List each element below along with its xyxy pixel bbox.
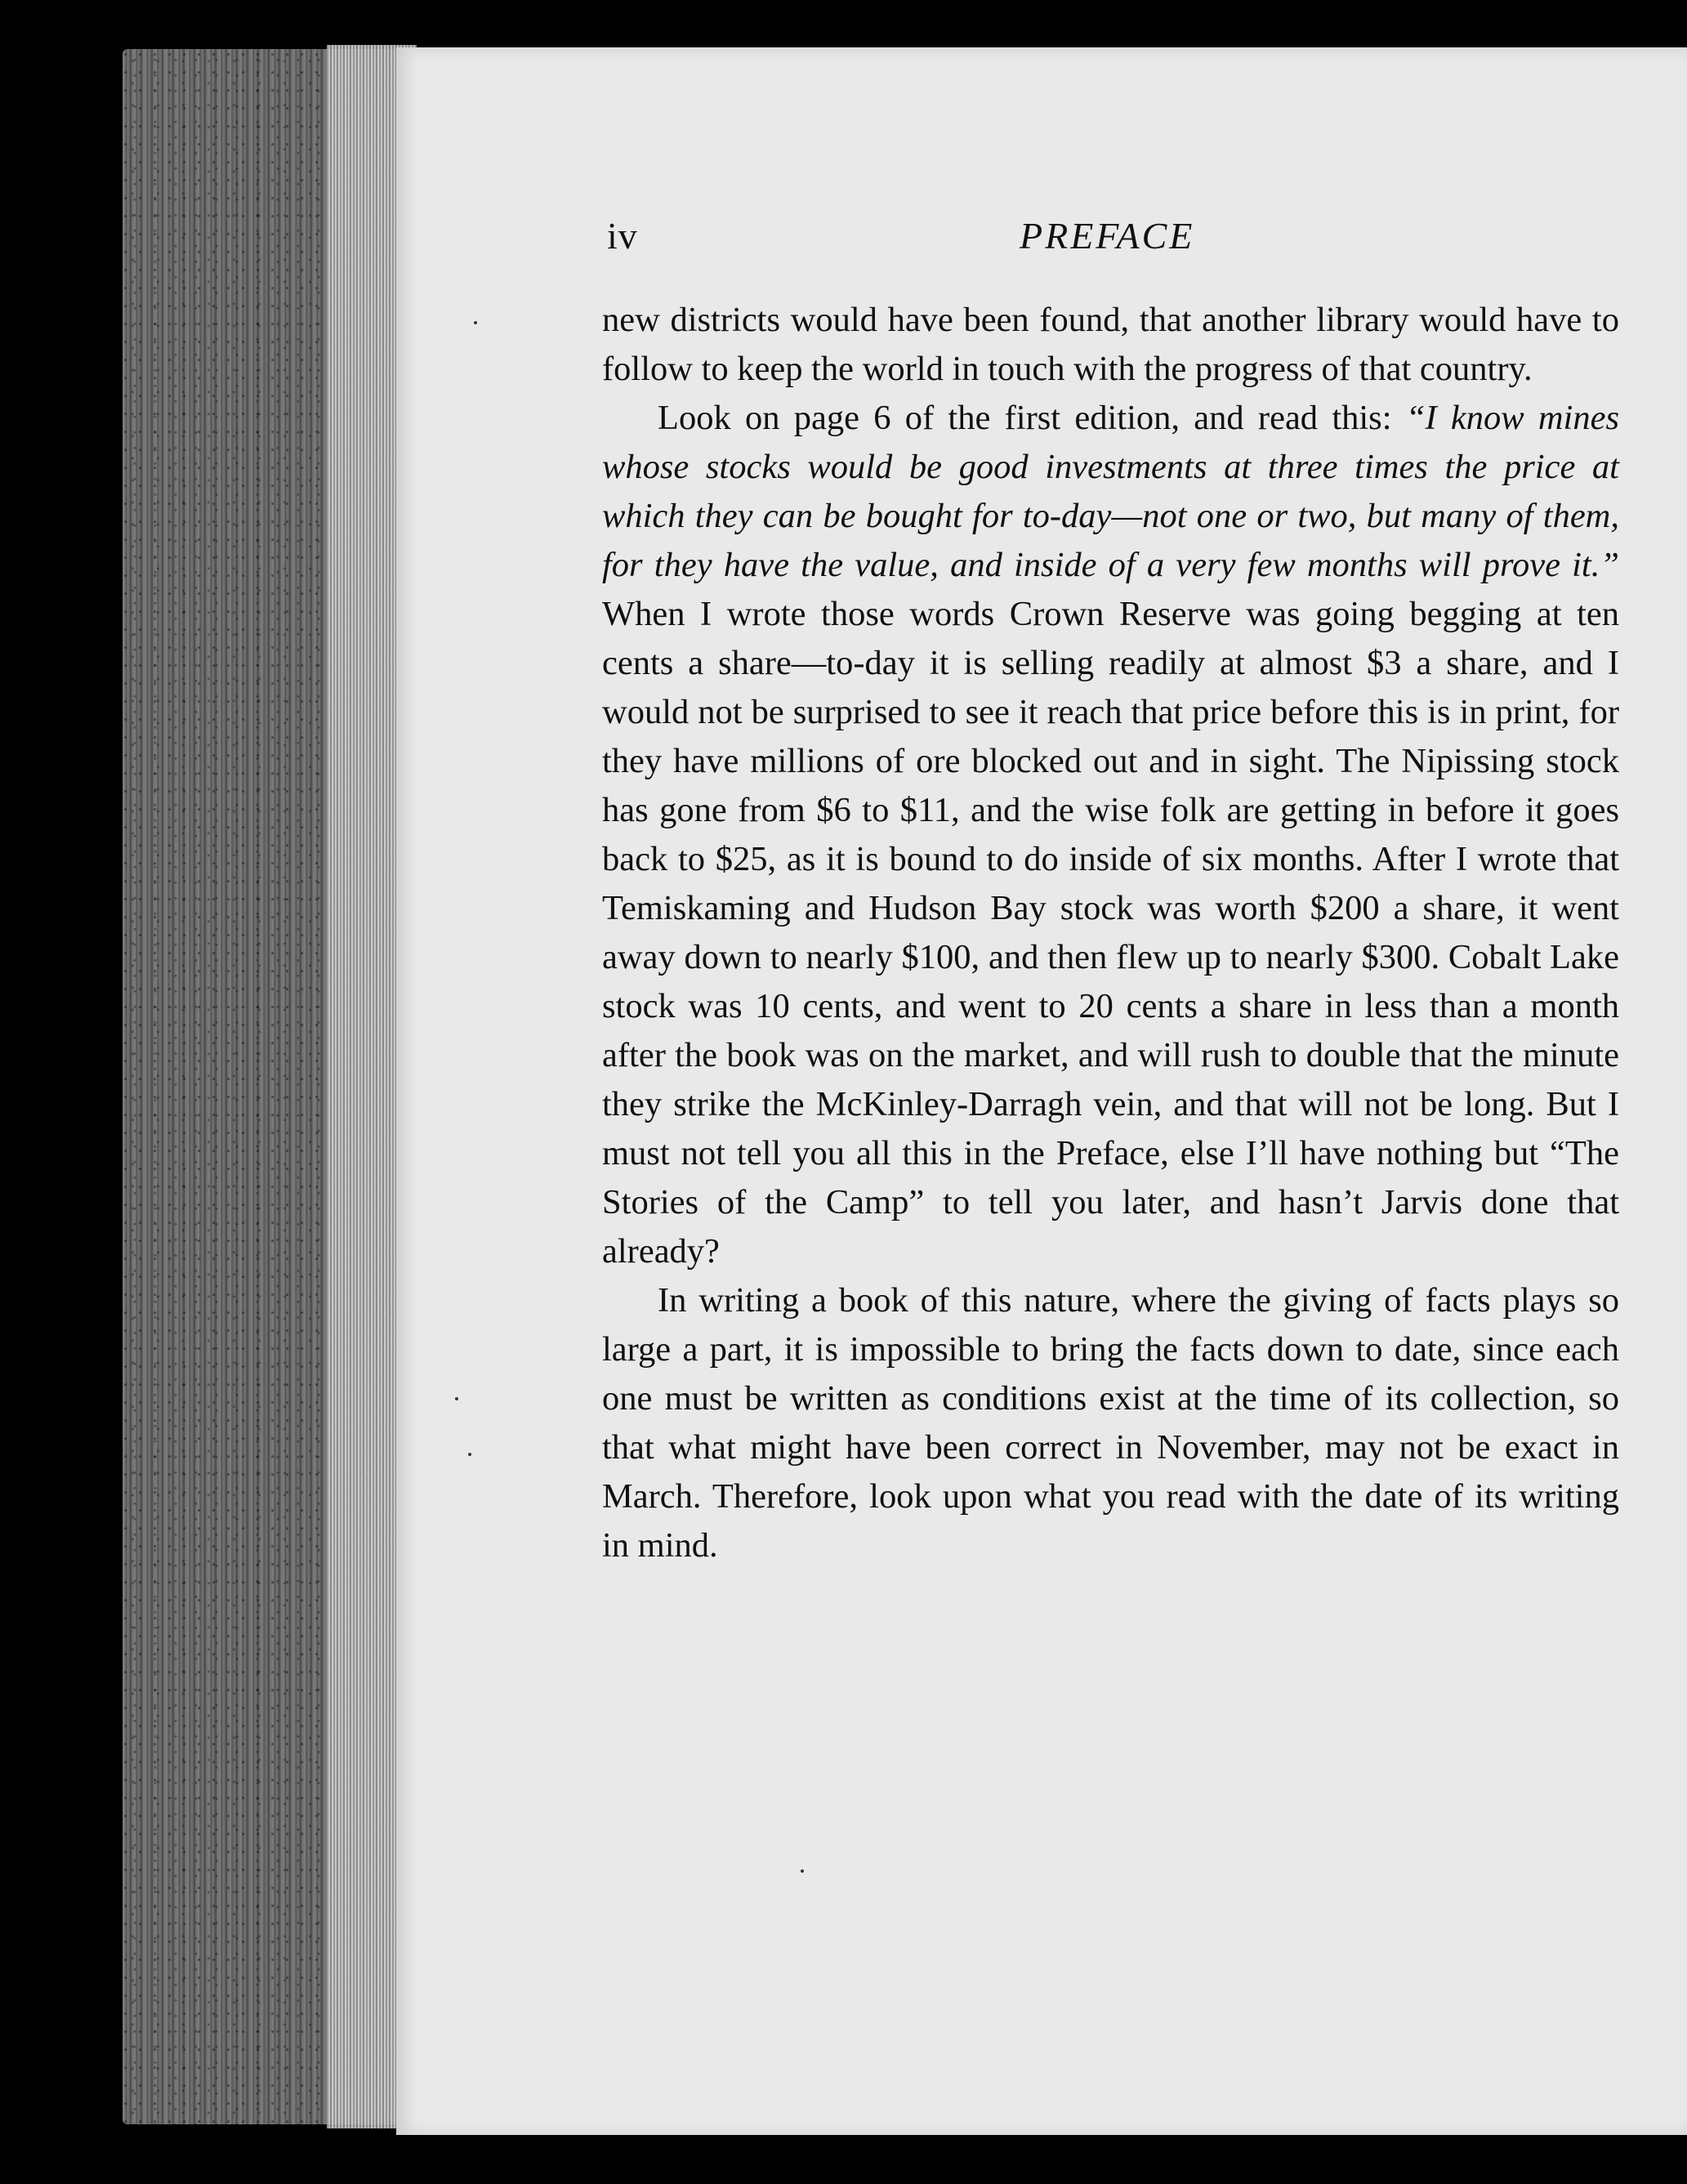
page-number: iv <box>607 215 638 257</box>
paragraph-2-lead: Look on page 6 of the first edition, and read this: <box>658 399 1406 437</box>
page-header <box>607 214 1687 271</box>
paragraph-2-rest: When I wrote those words Crown Reserve was going begging at ten cents a share—to-day it is selling readily at almost $3 a share, and I would not be surprised to see it reach that price before this is in print, for they have millions of ore blocked out and in sight. The Nipissing stock has gone from $6 to $11, and the wise folk are getting in before it goes back to $25, as it is bound to do inside of six months. After I wrote that Temiskaming and Hudson Bay stock was worth $200 a share, it went away down to nearly $100, and then flew up to nearly $300. Cobalt Lake stock was 10 cents, and went to 20 cents a share in less than a month after the book was on the market, and will rush to double that the minute they strike the McKinley-Darragh vein, and that will not be long. But I must not tell you all this in the Preface, else I’ll have nothing but “The Stories of the Camp” to tell you later, and hasn’t Jarvis done that already? <box>602 595 1619 1271</box>
page-speck <box>468 1453 471 1456</box>
paragraph-2 <box>602 394 1619 1276</box>
preface-text <box>602 296 1619 1570</box>
running-head: PREFACE <box>1020 215 1195 257</box>
paragraph-3: In writing a book of this nature, where the giving of facts plays so large a part, it is impossible to bring the facts down to date, since each one must be written as conditions exist at the time of its collection, so that what might have been correct in November, may not be exact in March. Therefore, look upon what you read with the date of its writing in mind. <box>602 1281 1619 1565</box>
paragraph-2-quote: “I know mines whose stocks would be good investments at three times the price at which they can be bought for to-day—not one or two, but many of them, for they have the value, and inside of a very few months will prove it.” <box>602 399 1620 584</box>
page-speck <box>455 1397 458 1400</box>
page-speck <box>474 321 477 324</box>
paragraph-1: new districts would have been found, that another library would have to follow to keep the world in touch with the progress of that country. <box>602 301 1619 388</box>
page-speck <box>801 1869 804 1873</box>
